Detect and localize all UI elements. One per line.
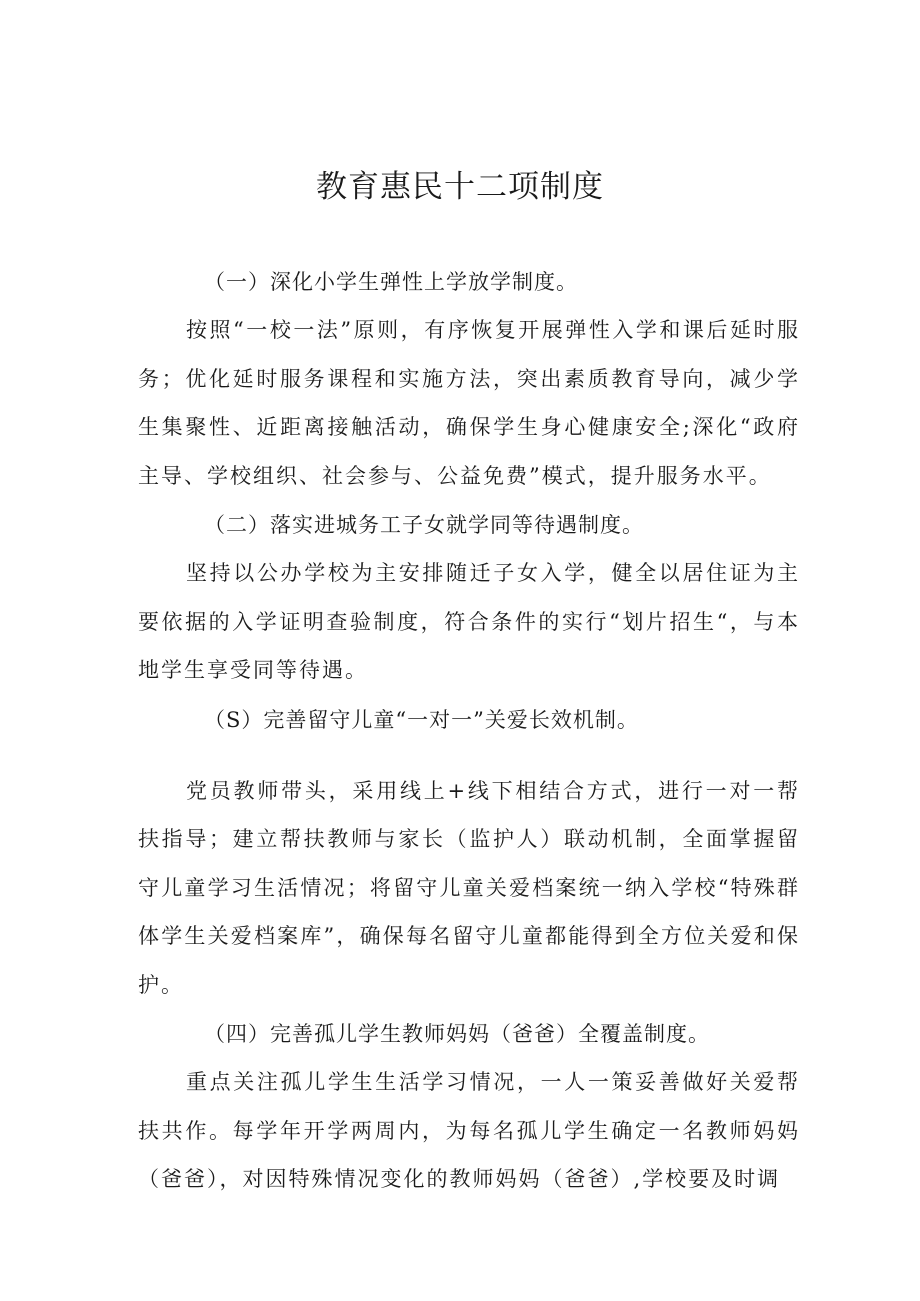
- document-title: 教育惠民十二项制度: [316, 169, 604, 205]
- section-paragraph-3: 党员教师带头，采用线上+线下相结合方式，进行一对一帮扶指导；建立帮扶教师与家长（监护人）联动机制，全面掌握留守儿童学习生活情况；将留守儿童关爱档案统一纳入学校“特殊群体学生关爱档案库”，确保每名留守儿童都能得到全方位关爱和保护。: [138, 778, 800, 997]
- section-heading-1: （一）深化小学生弹性上学放学制度。: [204, 270, 578, 294]
- section-heading-2: （二）落实进城务工子女就学同等待遇制度。: [204, 513, 644, 537]
- section-paragraph-1: 按照“一校一法”原则，有序恢复开展弹性入学和课后延时服务；优化延时服务课程和实施方法，突出素质教育导向，减少学生集聚性、近距离接触活动，确保学生身心健康安全;深化“政府主导、学校组织、社会参与、公益免费”模式，提升服务水平。: [138, 318, 800, 488]
- section-paragraph-2: 坚持以公办学校为主安排随迁子女入学，健全以居住证为主要依据的入学证明查验制度，符合条件的实行“划片招生“，与本地学生享受同等待遇。: [138, 561, 800, 682]
- section-heading-3: （S）完善留守儿童“一对一”关爱长效机制。: [204, 707, 639, 732]
- section-heading-4: （四）完善孤儿学生教师妈妈（爸爸）全覆盖制度。: [204, 1022, 710, 1046]
- document-body: [138, 258, 800, 1204]
- section-paragraph-4: 重点关注孤儿学生生活学习情况，一人一策妥善做好关爱帮扶共作。每学年开学两周内，为每名孤儿学生确定一名教师妈妈（爸爸），对因特殊情况变化的教师妈妈（爸爸）,学校要及时调: [138, 1070, 800, 1191]
